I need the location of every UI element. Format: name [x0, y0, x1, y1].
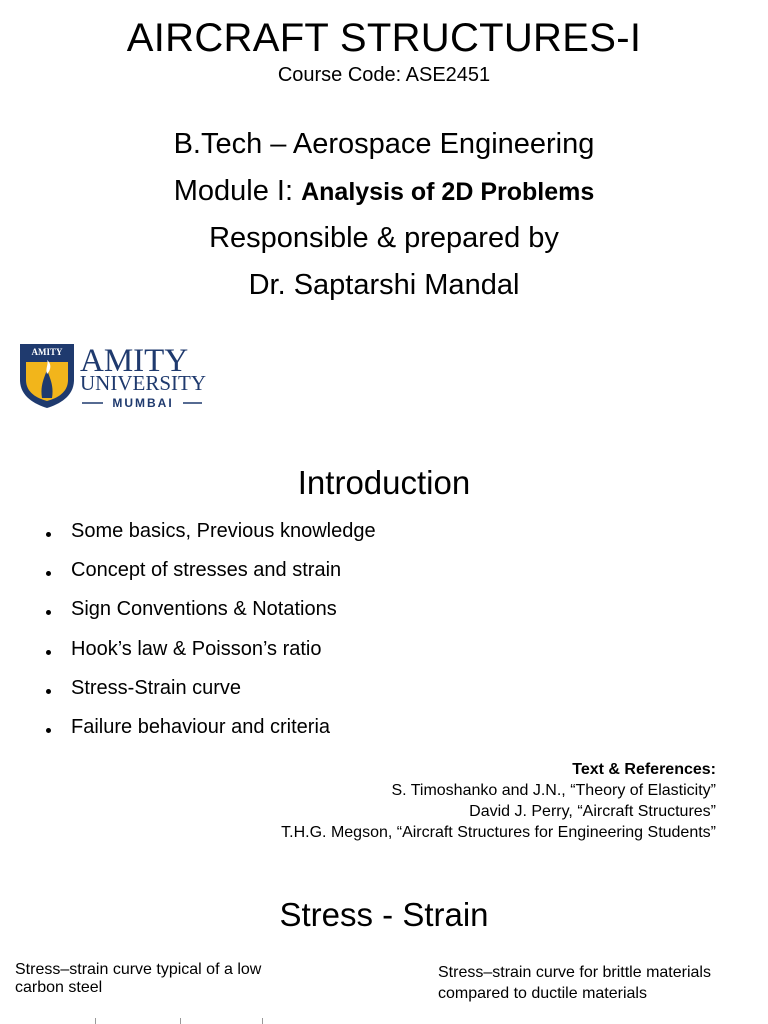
list-item: Stress-Strain curve: [44, 677, 376, 716]
prepared-by-label: Responsible & prepared by: [209, 222, 559, 254]
shield-icon: [20, 344, 74, 408]
reference-item: S. Timoshanko and J.N., “Theory of Elasticity”: [391, 782, 716, 799]
module-prefix: Module I:: [173, 175, 302, 207]
program-name: B.Tech – Aerospace Engineering: [173, 128, 595, 160]
topic-list: [44, 520, 376, 755]
references-block: [281, 759, 716, 843]
document-title: AIRCRAFT STRUCTURES-I: [126, 16, 642, 60]
shield-text: AMITY: [31, 347, 63, 357]
figure-edge-mark: [262, 1018, 263, 1024]
module-title: Analysis of 2D Problems: [301, 178, 595, 206]
amity-university-logo: [18, 340, 208, 410]
module-line: [0, 175, 768, 208]
logo-line-university: UNIVERSITY: [80, 371, 206, 395]
logo-line-mumbai: MUMBAI: [112, 396, 174, 410]
references-heading: Text & References:: [572, 761, 716, 778]
list-item: Sign Conventions & Notations: [44, 598, 376, 637]
list-item: Some basics, Previous knowledge: [44, 520, 376, 559]
figure-edge-mark: [95, 1018, 96, 1024]
stress-strain-heading: Stress - Strain: [279, 896, 489, 933]
course-code: Course Code: ASE2451: [277, 64, 491, 86]
logo-line-amity: AMITY: [80, 343, 189, 379]
list-item: Hook’s law & Poisson’s ratio: [44, 638, 376, 677]
reference-item: T.H.G. Megson, “Aircraft Structures for Engineering Students”: [281, 824, 716, 841]
author-name: Dr. Saptarshi Mandal: [248, 269, 520, 301]
caption-brittle-vs-ductile: Stress–strain curve for brittle materials compared to ductile materials: [438, 964, 711, 1002]
caption-low-carbon-steel: Stress–strain curve typical of a low carbon steel: [15, 961, 262, 996]
reference-item: David J. Perry, “Aircraft Structures”: [469, 803, 716, 820]
list-item: Concept of stresses and strain: [44, 559, 376, 598]
figure-edge-mark: [180, 1018, 181, 1024]
introduction-heading: Introduction: [297, 464, 471, 501]
list-item: Failure behaviour and criteria: [44, 716, 376, 755]
